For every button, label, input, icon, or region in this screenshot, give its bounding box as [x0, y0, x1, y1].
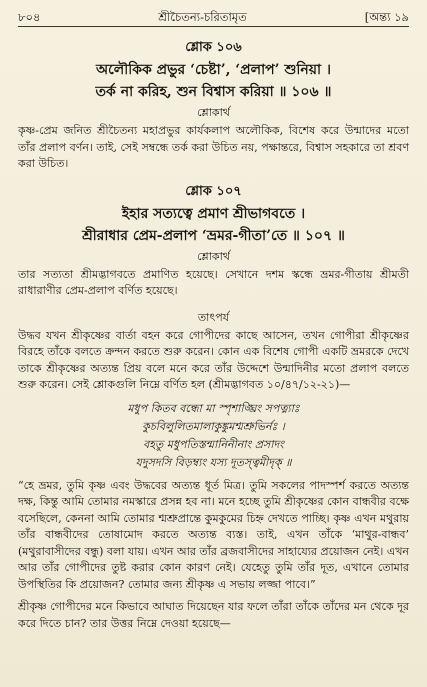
- shloka-106-meaning-label: শ্লোকার্থ: [197, 106, 230, 119]
- shloka-107-heading: শ্লোক ১০৭: [185, 183, 242, 199]
- purport-paragraph-2: “হে ভ্রমর, তুমি কৃষ্ণ এবং উদ্ধবের অত্যন্ত ধূর্ত মিত্র। তুমি সকলের পাদস্পর্শ করতে অত্যন্ত দক্ষ, কিন্তু আমি তোমার নমস্কারে প্রসন্ন হব না। মনে হচ্ছে তুমি শ্রীকৃষ্ণের কোন বান্ধবীর বক্ষে বসেছিলে, কেননা আমি তোমার শ্মশ্রুপ্রান্তে কুমকুমের চিহ্ন দেখতে পাচ্ছি। কৃষ্ণ এখন মথুরায় তাঁর বান্ধবীদের তোষামোদ করতে অত্যন্ত ব্যস্ত। তাই, এখন তাঁকে ‘মাথুর-বান্ধব’ (মথুরাবাসীদের বন্ধু) বলা যায়। এখন আর তাঁর ব্রজবাসীদের সাহায্যের প্রয়োজন নেই। এখন আর তাঁর গোপীদের তুষ্ট করার কোন কারণ নেই। যেহেতু তুমি তাঁর দূত, এখানে তোমার উপস্থিতির কি প্রয়োজন? তোমার জন্য শ্রীকৃষ্ণ এ সভায় লজ্জা পাবে।”: [18, 478, 409, 591]
- purport-section: [18, 310, 409, 633]
- shloka-107-meaning: তার সত্যতা শ্রীমদ্ভাগবতে প্রমাণিত হয়েছে। সেখানে দশম স্কন্ধে ভ্রমর-গীতায় শ্রীমতী রাধারাণীর প্রেম-প্রলাপ বর্ণিত হয়েছে।: [18, 267, 409, 297]
- shloka-107-meaning-label: শ্লোকার্থ: [197, 249, 230, 263]
- shloka-107-section: [18, 183, 409, 300]
- shloka-107-line-1: ইহার সত্যত্বে প্রমাণ শ্রীভাগবতে ।: [121, 205, 306, 222]
- shloka-106-line-1: অলৌকিক প্রভুর ‘চেষ্টা’, ‘প্রলাপ’ শুনিয়া ।: [96, 62, 331, 78]
- purport-quote: [18, 400, 409, 472]
- shloka-107-line-2: শ্রীরাধার প্রেম-প্রলাপ ‘ভ্রমর-গীতা’তে ॥ ১০৭ ॥: [82, 227, 345, 244]
- page-header: [18, 8, 409, 27]
- quote-line-3: বহতু মধুপতিস্তন্মানিনীনাং প্রসাদং: [143, 437, 284, 451]
- quote-line-1: মধুপ কিতব বন্ধো মা স্পৃশাঙ্ঘ্রিং সপত্ন্যাঃ: [127, 401, 300, 415]
- purport-paragraph-1: উদ্ধব যখন শ্রীকৃষ্ণের বার্তা বহন করে গোপীদের কাছে আসেন, তখন গোপীরা শ্রীকৃষ্ণের বিরহে তাঁকে বলতে ক্রন্দন করতে শুরু করেন। কোন এক বিশেষ গোপী একটি ভ্রমরকে দেখে তাকে শ্রীকৃষ্ণের অত্যন্ত প্রিয় বলে মনে করে তাঁর উদ্দেশে উন্মাদিনীর মতো প্রলাপ বলতে শুরু করেন। সেই শ্লোকগুলি নিম্নে বর্ণিত হল (শ্রীমদ্ভাগবত ১০/৪৭/১২-২১)—: [18, 328, 409, 391]
- quote-line-4: যদুসদসি বিড়ম্ব্যং যস্য দূতস্ত্বমীদৃক্ ॥: [135, 455, 292, 469]
- chapter-marker: [অন্ত্য ১৯: [364, 10, 409, 24]
- shloka-106-heading: শ্লোক ১০৬: [185, 40, 242, 55]
- page-number: ৮০৪: [18, 10, 41, 24]
- header-title: শ্রীচৈতন্য-চরিতামৃত: [158, 10, 247, 24]
- shloka-106-section: [18, 39, 409, 173]
- purport-paragraph-3: শ্রীকৃষ্ণ গোপীদের মনে কিভাবে আঘাত দিয়েছেন যার ফলে তাঁরা তাঁকে তাঁদের মন থেকে দূর করে দিতে চান? তার উত্তর নিম্নে দেওয়া হয়েছে—: [18, 600, 409, 630]
- purport-label: তাৎপর্য: [197, 310, 230, 324]
- shloka-106-line-2: তর্ক না করিহ, শুন বিশ্বাস করিয়া ॥ ১০৬ ॥: [95, 84, 332, 100]
- quote-line-2: কুচবিলুলিতমালাকুঙ্কুমশ্মশ্রুভির্নঃ ।: [142, 419, 285, 433]
- shloka-106-meaning: কৃষ্ণ-প্রেম জনিত শ্রীচৈতন্য মহাপ্রভুর কার্যকলাপ অলৌকিক, বিশেষ করে উন্মাদের মতো তাঁর প্রলাপ বর্ণন। তাই, সেই সম্বন্ধে তর্ক করা উচিত নয়, পক্ষান্তরে, বিশ্বাস সহকারে তা শ্রবণ করা উচিত।: [18, 124, 409, 170]
